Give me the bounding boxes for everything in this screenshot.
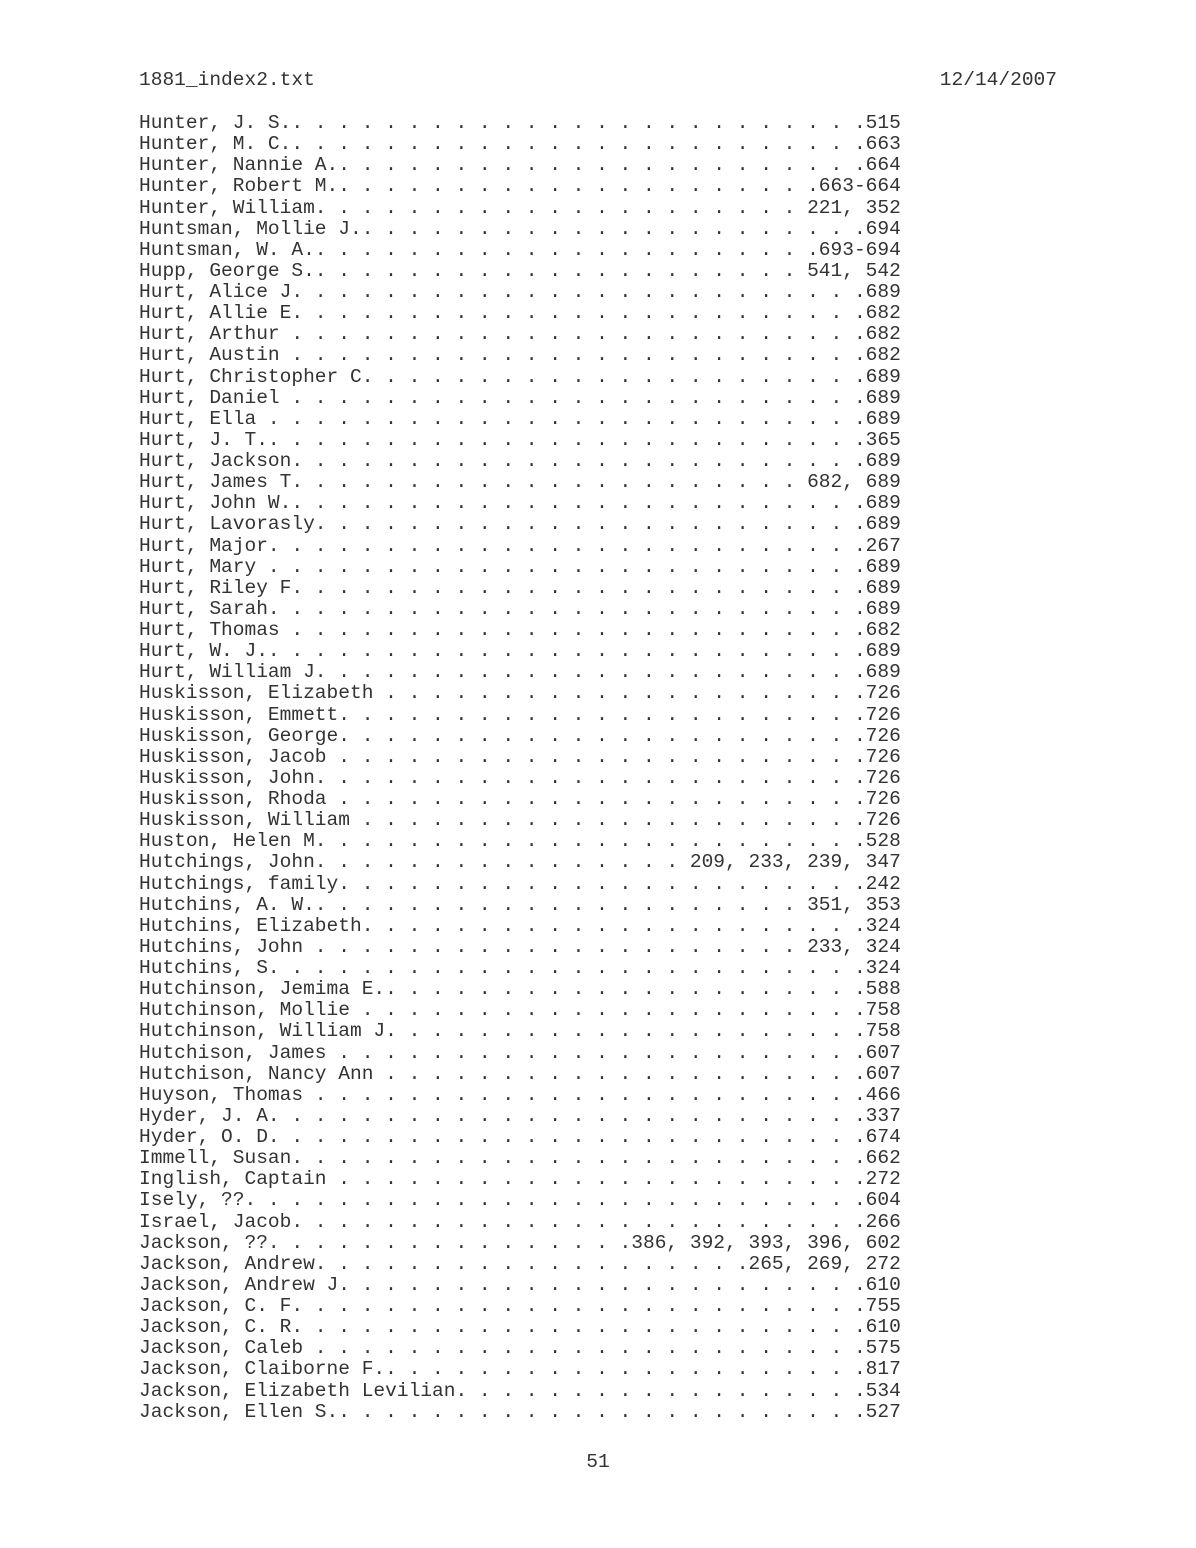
index-entry-line: Hurt, W. J.. . . . . . . . . . . . . . . . . . . . . . . . . .689 <box>139 640 901 663</box>
index-entry-line: Hutchison, James . . . . . . . . . . . . . . . . . . . . . . .607 <box>139 1041 901 1064</box>
index-entry-line: Jackson, C. R. . . . . . . . . . . . . . . . . . . . . . . . .610 <box>139 1316 901 1339</box>
index-entry-line: Isely, ??. . . . . . . . . . . . . . . . . . . . . . . . . . .604 <box>139 1189 901 1212</box>
index-entry-line: Jackson, Caleb . . . . . . . . . . . . . . . . . . . . . . . .575 <box>139 1337 901 1360</box>
index-entry-line: Huskisson, Jacob . . . . . . . . . . . . . . . . . . . . . . .726 <box>139 745 901 768</box>
index-entry-line: Hurt, James T. . . . . . . . . . . . . . . . . . . . . . 682, 689 <box>139 471 901 494</box>
index-entry-line: Hurt, Major. . . . . . . . . . . . . . . . . . . . . . . . . .267 <box>139 534 901 557</box>
index-entry-line: Hutchings, family. . . . . . . . . . . . . . . . . . . . . . .242 <box>139 872 901 895</box>
index-entry-line: Inglish, Captain . . . . . . . . . . . . . . . . . . . . . . .272 <box>139 1168 901 1191</box>
index-entry-line: Hutchinson, Jemima E.. . . . . . . . . . . . . . . . . . . . .588 <box>139 978 901 1001</box>
index-entry-line: Jackson, ??. . . . . . . . . . . . . . . .386, 392, 393, 396, 602 <box>139 1231 901 1254</box>
index-entry-line: Hurt, J. T.. . . . . . . . . . . . . . . . . . . . . . . . . .365 <box>139 428 901 451</box>
index-entry-line: Hunter, Robert M.. . . . . . . . . . . . . . . . . . . . .663-664 <box>139 175 901 198</box>
index-entry-line: Huyson, Thomas . . . . . . . . . . . . . . . . . . . . . . . .466 <box>139 1083 901 1106</box>
index-entry-line: Jackson, Andrew. . . . . . . . . . . . . . . . . . .265, 269, 272 <box>139 1252 901 1275</box>
index-entry-line: Jackson, Ellen S.. . . . . . . . . . . . . . . . . . . . . . .527 <box>139 1400 901 1423</box>
index-entry-line: Hurt, Mary . . . . . . . . . . . . . . . . . . . . . . . . . .689 <box>139 555 901 578</box>
index-entry-line: Hyder, O. D. . . . . . . . . . . . . . . . . . . . . . . . . .674 <box>139 1126 901 1148</box>
index-entry-line: Huskisson, Emmett. . . . . . . . . . . . . . . . . . . . . . .726 <box>139 703 901 726</box>
index-entry-line: Hurt, Arthur . . . . . . . . . . . . . . . . . . . . . . . . .682 <box>139 323 901 346</box>
index-list <box>139 113 901 1423</box>
index-entry-line: Huskisson, William . . . . . . . . . . . . . . . . . . . . . .726 <box>139 809 901 832</box>
page-number: 51 <box>586 1451 610 1473</box>
index-entry-line: Hunter, William. . . . . . . . . . . . . . . . . . . . . 221, 352 <box>139 196 901 219</box>
index-entry-line: Jackson, Elizabeth Levilian. . . . . . . . . . . . . . . . . .534 <box>139 1379 901 1402</box>
index-entry-line: Immell, Susan. . . . . . . . . . . . . . . . . . . . . . . . .662 <box>139 1147 901 1170</box>
index-entry-line: Huskisson, George. . . . . . . . . . . . . . . . . . . . . . .726 <box>139 724 901 747</box>
index-entry-line: Hunter, M. C.. . . . . . . . . . . . . . . . . . . . . . . . .663 <box>139 133 901 156</box>
index-entry-line: Hutchins, Elizabeth. . . . . . . . . . . . . . . . . . . . . .324 <box>139 914 901 937</box>
index-entry-line: Hurt, Daniel . . . . . . . . . . . . . . . . . . . . . . . . .689 <box>139 386 901 409</box>
index-entry-line: Jackson, Andrew J. . . . . . . . . . . . . . . . . . . . . . .610 <box>139 1273 901 1296</box>
index-entry-line: Hutchins, S. . . . . . . . . . . . . . . . . . . . . . . . . .324 <box>139 957 901 979</box>
index-entry-line: Hurt, Lavorasly. . . . . . . . . . . . . . . . . . . . . . . .689 <box>139 513 901 536</box>
index-entry-line: Jackson, C. F. . . . . . . . . . . . . . . . . . . . . . . . .755 <box>139 1295 901 1317</box>
index-entry-line: Hurt, Ella . . . . . . . . . . . . . . . . . . . . . . . . . .689 <box>139 407 901 430</box>
index-entry-line: Hutchins, A. W.. . . . . . . . . . . . . . . . . . . . . 351, 353 <box>139 893 901 916</box>
index-entry-line: Hyder, J. A. . . . . . . . . . . . . . . . . . . . . . . . . .337 <box>139 1104 901 1127</box>
index-entry-line: Hurt, John W.. . . . . . . . . . . . . . . . . . . . . . . . .689 <box>139 492 901 515</box>
index-entry-line: Huskisson, John. . . . . . . . . . . . . . . . . . . . . . . .726 <box>139 766 901 789</box>
index-entry-line: Jackson, Claiborne F.. . . . . . . . . . . . . . . . . . . . .817 <box>139 1358 901 1381</box>
index-entry-line: Hutchings, John. . . . . . . . . . . . . . . . 209, 233, 239, 347 <box>139 851 901 874</box>
index-entry-line: Hurt, Christopher C. . . . . . . . . . . . . . . . . . . . . .689 <box>139 365 901 388</box>
index-entry-line: Hutchinson, William J. . . . . . . . . . . . . . . . . . . . .758 <box>139 1020 901 1043</box>
index-entry-line: Hutchins, John . . . . . . . . . . . . . . . . . . . . . 233, 324 <box>139 935 901 958</box>
index-entry-line: Huskisson, Elizabeth . . . . . . . . . . . . . . . . . . . . .726 <box>139 682 901 705</box>
index-entry-line: Huntsman, Mollie J.. . . . . . . . . . . . . . . . . . . . . .694 <box>139 217 901 240</box>
index-entry-line: Hunter, Nannie A.. . . . . . . . . . . . . . . . . . . . . . .664 <box>139 154 901 177</box>
index-entry-line: Hurt, Thomas . . . . . . . . . . . . . . . . . . . . . . . . .682 <box>139 619 901 641</box>
page-header <box>139 70 1057 91</box>
index-entry-line: Huntsman, W. A.. . . . . . . . . . . . . . . . . . . . . .693-694 <box>139 238 901 261</box>
document-filename: 1881_index2.txt <box>139 69 315 91</box>
index-entry-line: Hurt, Allie E. . . . . . . . . . . . . . . . . . . . . . . . .682 <box>139 302 901 325</box>
index-entry-line: Israel, Jacob. . . . . . . . . . . . . . . . . . . . . . . . .266 <box>139 1210 901 1233</box>
index-entry-line: Hutchinson, Mollie . . . . . . . . . . . . . . . . . . . . . .758 <box>139 999 901 1022</box>
index-entry-line: Hurt, Jackson. . . . . . . . . . . . . . . . . . . . . . . . .689 <box>139 450 901 472</box>
index-entry-line: Hunter, J. S.. . . . . . . . . . . . . . . . . . . . . . . . .515 <box>139 112 901 134</box>
index-entry-line: Huston, Helen M. . . . . . . . . . . . . . . . . . . . . . . .528 <box>139 830 901 853</box>
index-entry-line: Hurt, Sarah. . . . . . . . . . . . . . . . . . . . . . . . . .689 <box>139 597 901 620</box>
index-entry-line: Hurt, William J. . . . . . . . . . . . . . . . . . . . . . . .689 <box>139 661 901 684</box>
index-entry-line: Hurt, Alice J. . . . . . . . . . . . . . . . . . . . . . . . .689 <box>139 281 901 303</box>
print-date: 12/14/2007 <box>939 69 1057 91</box>
index-entry-line: Hurt, Austin . . . . . . . . . . . . . . . . . . . . . . . . .682 <box>139 344 901 367</box>
index-entry-line: Hupp, George S.. . . . . . . . . . . . . . . . . . . . . 541, 542 <box>139 259 901 282</box>
index-entry-line: Huskisson, Rhoda . . . . . . . . . . . . . . . . . . . . . . .726 <box>139 788 901 810</box>
index-entry-line: Hutchison, Nancy Ann . . . . . . . . . . . . . . . . . . . . .607 <box>139 1062 901 1085</box>
index-entry-line: Hurt, Riley F. . . . . . . . . . . . . . . . . . . . . . . . .689 <box>139 576 901 599</box>
